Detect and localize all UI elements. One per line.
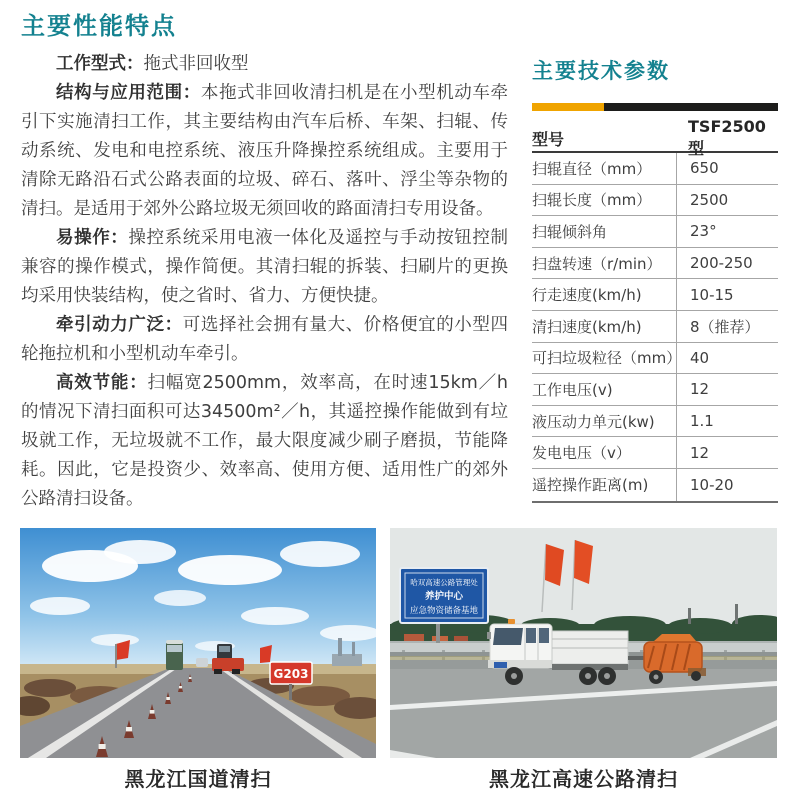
spec-label: 扫辊直径（mm）: [532, 159, 652, 178]
feature-paragraph: [21, 50, 508, 79]
feature-text: 拖式非回收型: [143, 54, 249, 74]
table-row: [532, 216, 778, 248]
spec-value: 40: [676, 343, 778, 374]
spec-label: 可扫垃圾粒径（mm）: [532, 349, 682, 368]
spec-value: 12: [676, 437, 778, 468]
spec-label: 扫辊长度（mm）: [532, 191, 652, 210]
table-row: [532, 279, 778, 311]
table-row: [532, 343, 778, 375]
highway-scene: [390, 528, 777, 758]
feature-label: 工作型式：: [56, 54, 144, 74]
info-sign-line1: 哈双高速公路管理处: [410, 578, 478, 587]
route-sign-text: G203: [273, 667, 309, 681]
license-plate: [494, 662, 507, 668]
car: [196, 658, 208, 667]
spec-value: 650: [676, 153, 778, 184]
spec-label: 液压动力单元(kw): [532, 412, 655, 431]
table-row: [532, 311, 778, 343]
table-row: [532, 153, 778, 185]
feature-text: 可选择社会拥有量大、价格便宜的小型四轮拖拉机和小型机动车牵引。: [21, 315, 509, 364]
feature-label: 牵引动力广泛：: [56, 315, 183, 335]
table-row: [532, 185, 778, 217]
specs-title: 主要技术参数: [532, 59, 670, 83]
feature-label: 易操作：: [56, 228, 129, 248]
spec-value: 200-250: [676, 248, 778, 279]
spec-label: 遥控操作距离(m): [532, 476, 649, 495]
feature-label: 结构与应用范围：: [56, 83, 201, 103]
features-section: [21, 6, 508, 514]
feature-paragraph: [21, 369, 508, 514]
photo-caption: 黑龙江高速公路清扫: [489, 767, 678, 791]
spec-value: 12: [676, 374, 778, 405]
spec-header-label: 型号: [532, 129, 565, 149]
table-row: [532, 437, 778, 469]
table-row: [532, 469, 778, 501]
spec-value: 23°: [676, 216, 778, 247]
spec-value: 8（推荐）: [676, 311, 778, 342]
national-road-scene: [20, 528, 376, 758]
feature-paragraph: [21, 224, 508, 311]
spec-label: 扫盘转速（r/min）: [532, 254, 662, 273]
spec-value: 2500: [676, 185, 778, 216]
spec-label: 清扫速度(km/h): [532, 317, 642, 336]
photo-highway: [390, 528, 777, 758]
feature-text: 操控系统采用电液一体化及遥控与手动按钮控制兼容的操作模式，操作简便。其清扫辊的拆装、扫刷片的更换均采用快装结构，使之省时、省力、方便快捷。: [21, 228, 509, 306]
spec-value: 10-20: [676, 469, 778, 501]
info-sign-line2: 养护中心: [424, 591, 464, 602]
features-title: 主要性能特点: [21, 12, 177, 40]
info-sign-line3: 应急物资储备基地: [409, 606, 479, 616]
bus: [166, 640, 183, 670]
feature-text: 扫幅宽2500mm，效率高，在时速15km／h的情况下清扫面积可达34500m²／h，其遥控操作能做到有垃圾就工作，无垃圾就不工作，最大限度减少刷子磨损，节能降耗。因此，它是投资少、效率高、使用方便、适用性广的郊外公路清扫设备。: [21, 373, 509, 509]
table-row: [532, 374, 778, 406]
spec-label: 工作电压(v): [532, 380, 613, 399]
beacon-light: [508, 619, 515, 624]
photo-national-road: [20, 528, 376, 758]
specs-section: [532, 55, 778, 503]
spec-label: 发电电压（v）: [532, 444, 631, 463]
spec-value: 10-15: [676, 279, 778, 310]
flag-pole: [115, 644, 117, 668]
feature-paragraph: [21, 311, 508, 369]
feature-label: 高效节能：: [56, 373, 148, 393]
mirror: [487, 632, 491, 639]
table-row: [532, 248, 778, 280]
table-row: [532, 406, 778, 438]
spec-table: [532, 117, 778, 503]
photo-caption: 黑龙江国道清扫: [124, 767, 272, 791]
spec-value: 1.1: [676, 406, 778, 437]
spec-label: 行走速度(km/h): [532, 286, 642, 305]
spec-header-value: TSF2500型: [688, 117, 766, 158]
divider-black-segment: [604, 103, 778, 111]
section-divider-bar: [532, 103, 778, 111]
divider-orange-segment: [532, 103, 604, 111]
spec-label: 扫辊倾斜角: [532, 222, 608, 241]
feature-text: 本拖式非回收清扫机是在小型机动车牵引下实施清扫工作，其主要结构由汽车后桥、车架、扫辊、传动系统、发电和电控系统、液压升降操控系统组成。主要用于清除无路沿石式公路表面的垃圾、碎石、落叶、浮尘等杂物的清扫。是适用于郊外公路垃圾无须回收的路面清扫专用设备。: [21, 83, 509, 219]
spec-table-header: [532, 117, 778, 158]
feature-paragraph: [21, 79, 508, 224]
